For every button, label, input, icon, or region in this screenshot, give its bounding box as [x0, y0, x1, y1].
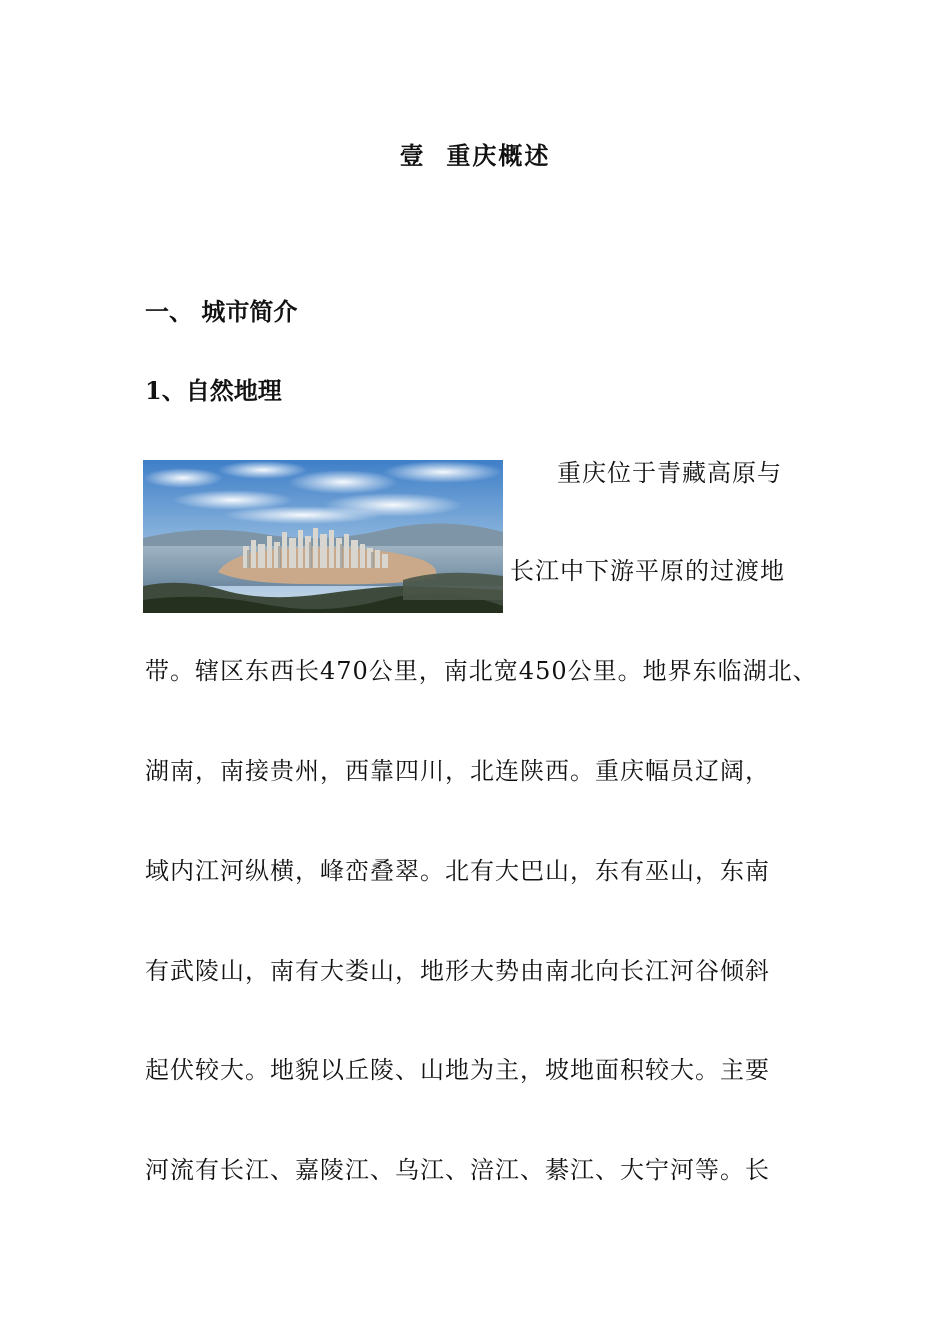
- paragraph-line-4: 湖南，南接贵州，西靠四川，北连陕西。重庆幅员辽阔，: [145, 757, 770, 785]
- paragraph-line-5: 域内江河纵横，峰峦叠翠。北有大巴山，东有巫山，东南: [145, 857, 770, 885]
- city-skyline-photo: [143, 460, 503, 613]
- paragraph-line-6: 有武陵山，南有大娄山，地形大势由南北向长江河谷倾斜: [145, 957, 770, 985]
- paragraph-line-3: 带。辖区东西长470公里，南北宽450公里。地界东临湖北、: [145, 657, 818, 685]
- paragraph-line-8: 河流有长江、嘉陵江、乌江、涪江、綦江、大宁河等。长: [145, 1156, 770, 1184]
- section-heading: 一、 城市简介: [145, 297, 298, 326]
- document-title: 壹 重庆概述: [399, 141, 551, 170]
- subsection-heading: 1、自然地理: [145, 376, 282, 405]
- paragraph-line-7: 起伏较大。地貌以丘陵、山地为主，坡地面积较大。主要: [145, 1056, 770, 1084]
- paragraph-line-1: 重庆位于青藏高原与: [557, 459, 782, 487]
- paragraph-line-2: 长江中下游平原的过渡地: [510, 557, 785, 585]
